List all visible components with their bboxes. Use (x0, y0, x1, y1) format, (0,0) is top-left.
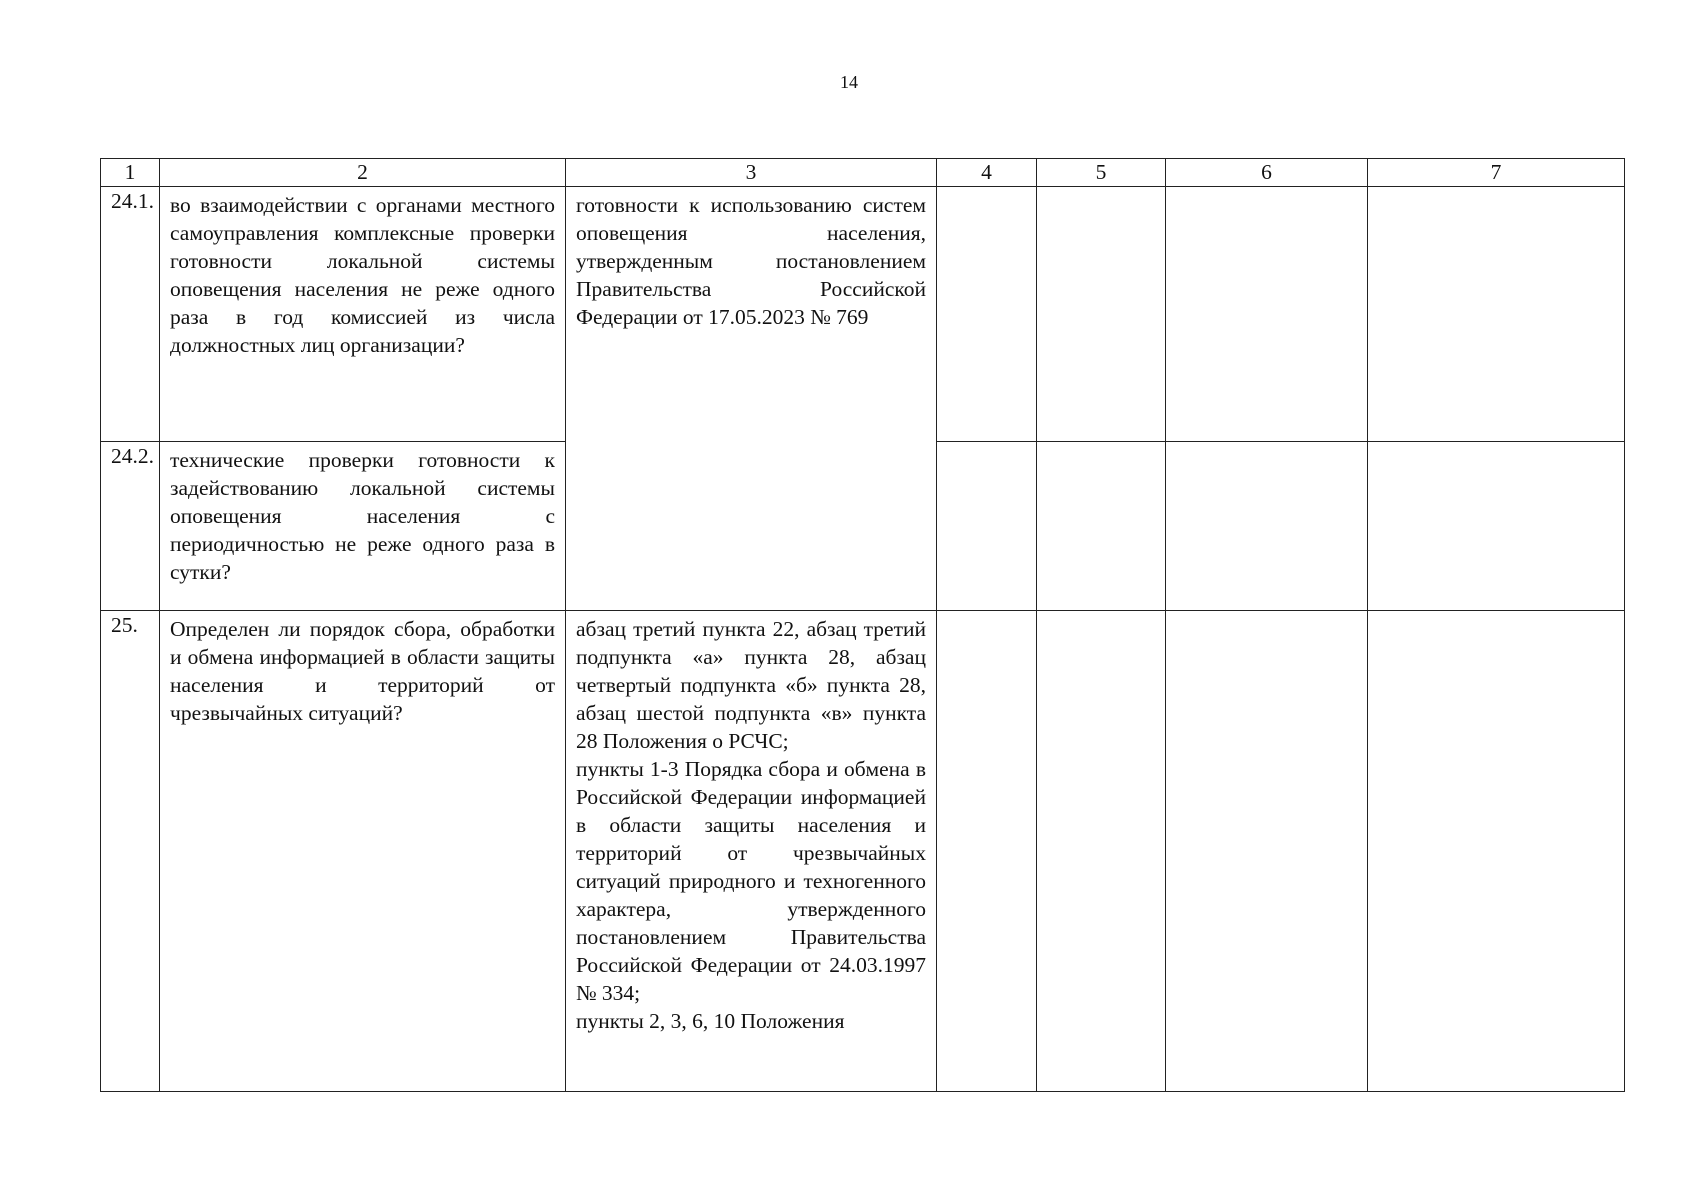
column-header: 7 (1368, 159, 1625, 187)
empty-cell (1037, 187, 1166, 442)
empty-cell (1166, 187, 1368, 442)
question-cell: во взаимодействии с органами местного самоуправления комплексные проверки готовности локальной системы оповещения населения не реже одного раза в год комиссией из числа должностных лиц организации? (160, 187, 566, 442)
empty-cell (1166, 442, 1368, 611)
question-cell: технические проверки готовности к задействованию локальной системы оповещения населения с периодичностью не реже одного раза в сутки? (160, 442, 566, 611)
table-row (101, 611, 1625, 1092)
checklist-table (100, 158, 1625, 1092)
column-header: 4 (937, 159, 1037, 187)
legal-basis-paragraph: пункты 2, 3, 6, 10 Положения (576, 1009, 845, 1033)
empty-cell (1166, 611, 1368, 1092)
empty-cell (937, 442, 1037, 611)
row-number: 24.2. (101, 442, 160, 611)
row-number: 25. (101, 611, 160, 1092)
legal-basis-cell: готовности к использованию систем оповещения населения, утвержденным постановлением Правительства Российской Федерации от 17.05.2023 № 769 (566, 187, 937, 611)
column-header: 5 (1037, 159, 1166, 187)
column-header: 2 (160, 159, 566, 187)
empty-cell (937, 611, 1037, 1092)
empty-cell (1037, 442, 1166, 611)
empty-cell (1368, 187, 1625, 442)
column-header: 3 (566, 159, 937, 187)
question-cell: Определен ли порядок сбора, обработки и обмена информацией в области защиты населения и территорий от чрезвычайных ситуаций? (160, 611, 566, 1092)
empty-cell (1037, 611, 1166, 1092)
column-header: 1 (101, 159, 160, 187)
empty-cell (1368, 442, 1625, 611)
empty-cell (1368, 611, 1625, 1092)
table-row (101, 187, 1625, 442)
empty-cell (937, 187, 1037, 442)
page-number: 14 (840, 72, 858, 92)
legal-basis-paragraph: пункты 1-3 Порядка сбора и обмена в Российской Федерации информацией в области защиты населения и территорий от чрезвычайных ситуаций природного и техногенного характера, утвержденного постановлением Правительства Российской Федерации от 24.03.1997 № 334; (576, 757, 926, 1005)
table-header-row (101, 159, 1625, 187)
legal-basis-paragraph: абзац третий пункта 22, абзац третий подпункта «а» пункта 28, абзац четвертый подпункта «б» пункта 28, абзац шестой подпункта «в» пункта 28 Положения о РСЧС; (576, 617, 926, 753)
column-header: 6 (1166, 159, 1368, 187)
legal-basis-cell (566, 611, 937, 1092)
row-number: 24.1. (101, 187, 160, 442)
